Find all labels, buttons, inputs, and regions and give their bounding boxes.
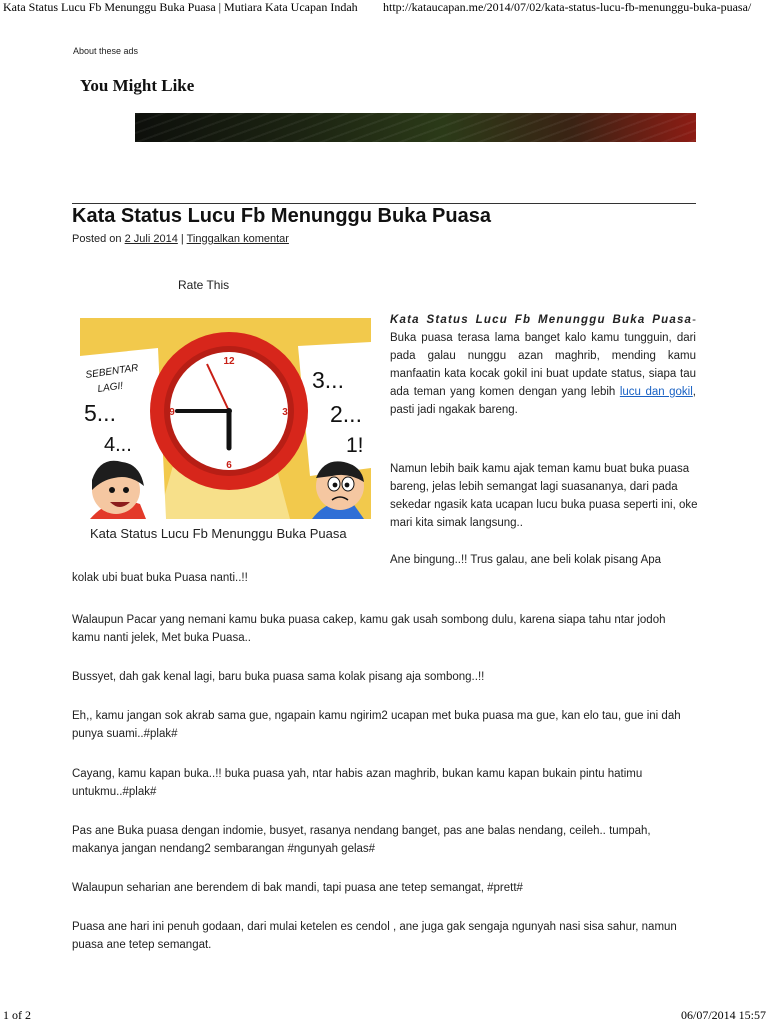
paragraph-bingung-line2: kolak ubi buat buka Puasa nanti..!! (72, 572, 248, 584)
post-date-link[interactable]: 2 Juli 2014 (124, 233, 178, 245)
print-page-title: Kata Status Lucu Fb Menunggu Buka Puasa | Mutiara Kata Ucapan Indah (3, 0, 358, 14)
count-3: 3... (312, 367, 344, 393)
count-5: 5... (84, 400, 116, 426)
paragraph-berendem: Walaupun seharian ane berendem di bak mandi, tapi puasa ane tetep semangat, #prett# (72, 882, 523, 894)
sign-lagi: LAGI! (96, 380, 124, 395)
print-header (0, 0, 768, 16)
count-2: 2... (330, 401, 362, 427)
rate-this-label[interactable]: Rate This (178, 278, 230, 292)
print-datetime: 06/07/2014 15:57 (680, 1008, 766, 1022)
leave-comment-link[interactable]: Tinggalkan komentar (186, 233, 289, 245)
you-might-like-heading: You Might Like (80, 76, 195, 95)
paragraph-cayang: Cayang, kamu kapan buka..!! buka puasa yah, ntar habis azan maghrib, bukan kamu kapan bukain pintu hatimu untukmu..#plak# (72, 768, 643, 798)
page-count: 1 of 2 (3, 1008, 31, 1022)
intro-paragraph (390, 311, 696, 419)
paragraph-ajak-teman: Namun lebih baik kamu ajak teman kamu buat buka puasa bareng, jelas lebih semangat lagi suasananya, dari pada sekedar ngasik kata ucapan lucu buka puasa seperti ini, oke mari kita simak langsung.. (390, 463, 698, 529)
intro-text-after-link: , pasti jadi ngakak bareng. (390, 386, 696, 416)
paragraph-bingung-line1: Ane bingung..!! Trus galau, ane beli kolak pisang Apa (390, 554, 662, 566)
print-footer (0, 1008, 768, 1024)
paragraph-indomie: Pas ane Buka puasa dengan indomie, busyet, rasanya nendang banget, pas ane balas nendang, ceileh.. tumpah, makanya jangan nendang2 sembarangan #ngunyah gelas# (72, 825, 651, 855)
clock-illustration (80, 318, 371, 519)
intro-text-before-link: -Buka puasa terasa lama banget kalo kamu tungguin, dari pada galau nunggu azan maghrib, mending kamu manfaatin kata kocak gokil ini buat update status, siapa tau ada teman yang komen dengan yang lebih (390, 314, 696, 398)
lucu-dan-gokil-link[interactable]: lucu dan gokil (619, 386, 693, 398)
meta-separator: | (180, 233, 184, 245)
post-title: Kata Status Lucu Fb Menunggu Buka Puasa (72, 205, 491, 227)
intro-lead: Kata Status Lucu Fb Menunggu Buka Puasa (390, 314, 693, 326)
clock-6: 6 (226, 460, 232, 471)
paragraph-bussyet: Bussyet, dah gak kenal lagi, baru buka puasa sama kolak pisang aja sombong..!! (72, 671, 485, 683)
paragraph-pacar: Walaupun Pacar yang nemani kamu buka puasa cakep, kamu gak usah sombong dulu, karena siapa tahu ntar jodoh kamu nanti jelek, Met buka Puasa.. (72, 614, 666, 644)
print-url: http://kataucapan.me/2014/07/02/kata-status-lucu-fb-menunggu-buka-puasa/ (383, 0, 752, 14)
clock-12: 12 (223, 356, 235, 367)
sign-sebentar: SEBENTAR (84, 362, 140, 381)
related-banner-image[interactable] (135, 113, 696, 142)
paragraph-sok-akrab: Eh,, kamu jangan sok akrab sama gue, ngapain kamu ngirim2 ucapan met buka puasa ma gue, kan elo tau, gue ini dah punya suami..#plak# (72, 710, 681, 740)
image-caption: Kata Status Lucu Fb Menunggu Buka Puasa (90, 526, 347, 541)
count-1: 1! (346, 434, 364, 457)
paragraph-godaan: Puasa ane hari ini penuh godaan, dari mulai ketelen es cendol , ane juga gak sengaja ngunyah nasi sisa sahur, namun puasa ane tetep semangat. (72, 921, 677, 951)
ads-label[interactable]: About these ads (73, 46, 139, 56)
count-4: 4... (104, 434, 132, 456)
clock-3: 3 (282, 407, 288, 418)
clock-9: 9 (169, 407, 175, 418)
post-meta (72, 233, 289, 245)
posted-on-label: Posted on (72, 233, 122, 245)
